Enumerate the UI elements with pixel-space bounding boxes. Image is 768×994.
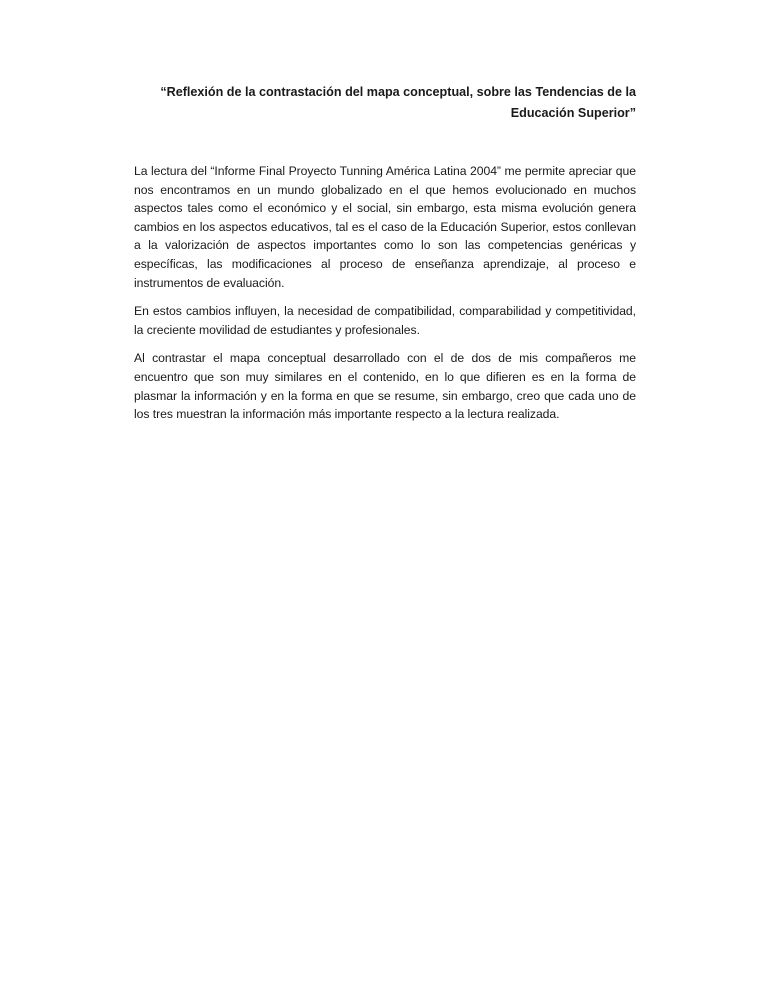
- paragraph-2: En estos cambios influyen, la necesidad de compatibilidad, comparabilidad y competitividad, la creciente movilidad de estudiantes y profesionales.: [134, 304, 636, 337]
- document-title: “Reflexión de la contrastación del mapa conceptual, sobre las Tendencias de la Educación Superior”: [160, 85, 636, 120]
- paragraph-3: Al contrastar el mapa conceptual desarrollado con el de dos de mis compañeros me encuentro que son muy similares en el contenido, en lo que difieren es en la forma de plasmar la información y en la forma en que se resume, sin embargo, creo que cada uno de los tres muestran la información más importante respecto a la lectura realizada.: [134, 351, 636, 422]
- paragraph-1: La lectura del “Informe Final Proyecto Tunning América Latina 2004” me permite apreciar que nos encontramos en un mundo globalizado en el que hemos evolucionado en muchos aspectos tales como el económico y el social, sin embargo, esta misma evolución genera cambios en los aspectos educativos, tal es el caso de la Educación Superior, estos conllevan a la valorización de aspectos importantes como lo son las competencias genéricas y específicas, las modificaciones al proceso de enseñanza aprendizaje, al proceso e instrumentos de evaluación.: [134, 164, 636, 290]
- document-body: [134, 162, 636, 434]
